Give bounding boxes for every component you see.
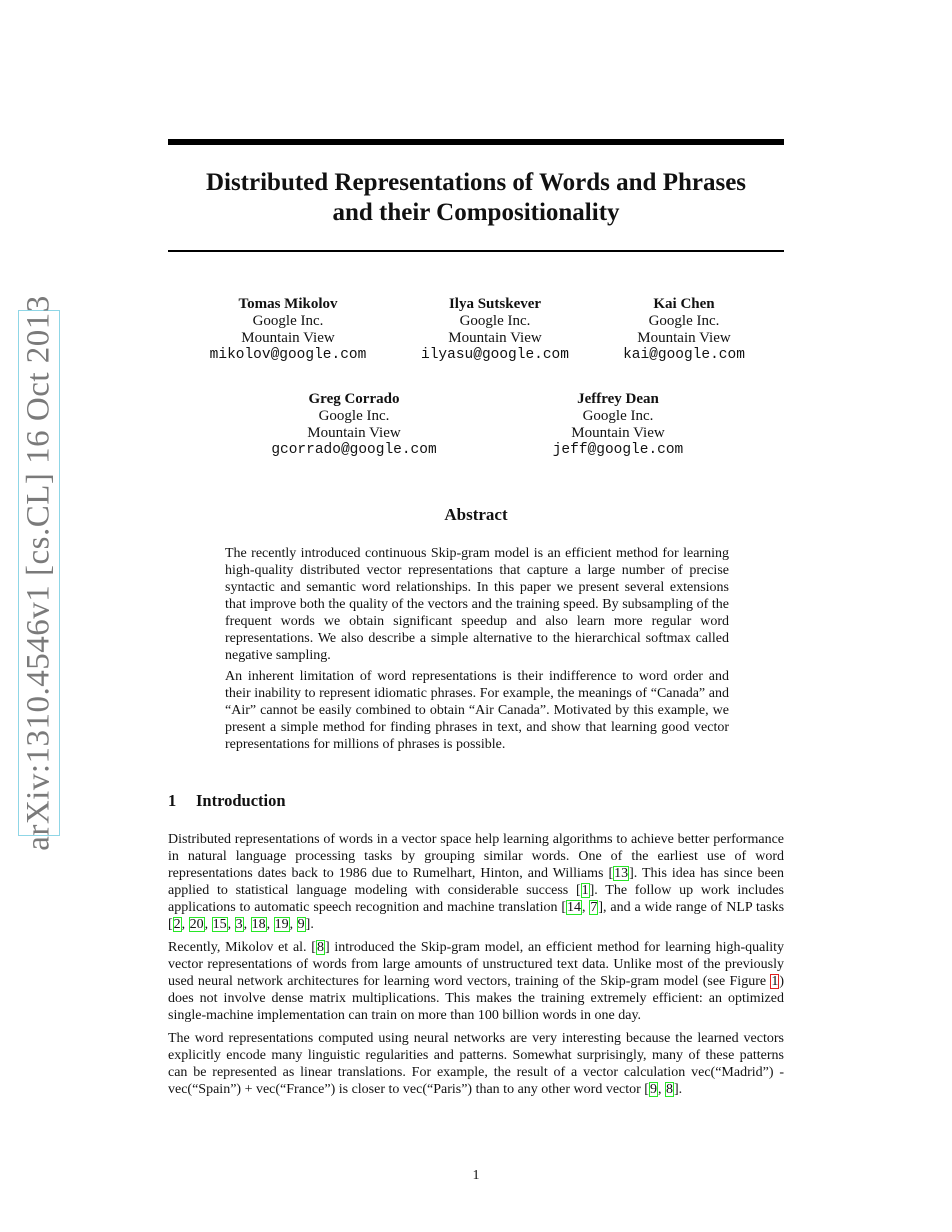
author-name: Kai Chen [653,296,715,312]
text-run: ]. The follow up work includes applications to automatic speech recognition and machine translation [ [168,883,784,915]
section-number: 1 [168,791,177,810]
text-run: ], and a wide range of NLP tasks [ [168,900,785,932]
author-affiliation: Google Inc. [582,408,654,424]
text-run: , [266,917,274,932]
author-affiliation: Google Inc. [318,408,390,424]
citation-link[interactable]: 18 [251,917,266,932]
author-email[interactable]: ilyasu@google.com [421,347,569,363]
author-block [385,296,605,364]
author-location: Mountain View [241,330,335,346]
title-line-1: Distributed Representations of Words and Phrases [205,169,747,196]
text-run: Distributed representations of words in a vector space help learning algorithms to achieve better performance in natural language processing tasks by grouping similar words. One of the earliest use of word representations dates back to 1986 due to Rumelhart, Hinton, and Williams [ [168,832,784,881]
paragraph [168,939,784,1024]
text-run: , [227,917,235,932]
author-affiliation: Google Inc. [648,313,720,329]
section-title: Introduction [196,791,286,810]
page-number: 1 [472,1168,480,1183]
citation-link[interactable]: 1 [581,883,589,898]
citation-link[interactable]: 8 [316,940,324,955]
author-block [178,296,398,364]
abstract-heading: Abstract [444,505,508,524]
author-location: Mountain View [637,330,731,346]
text-run: , [582,900,590,915]
author-block [574,296,794,364]
text-run: ]. [673,1082,683,1097]
author-block [508,391,728,459]
arxiv-stamp[interactable] [18,295,60,851]
text-run: , [243,917,251,932]
citation-link[interactable]: 3 [235,917,243,932]
paper-title [168,168,784,228]
citation-link[interactable]: 20 [189,917,204,932]
text-run: ] introduced the Skip-gram model, an efficient method for learning high-quality vector representations of words from large amounts of unstructured text data. Unlike most of the previously used neural network architectures for learning word vectors, training of the Skip-gram model (see Figure [168,940,784,989]
citation-link[interactable]: 14 [567,900,581,915]
author-name: Ilya Sutskever [448,296,542,312]
abstract-paragraph: The recently introduced continuous Skip-gram model is an efficient method for learning high-quality distributed vector representations that capture a large number of precise syntactic and semantic word relationships. In this paper we present several extensions that improve both the quality of the vectors and the training speed. By subsampling of the frequent words we obtain significant speedup and also learn more regular word representations. We also describe a simple alternative to the hierarchical softmax called negative sampling. [225,546,729,663]
author-affiliation: Google Inc. [252,313,324,329]
author-email[interactable]: kai@google.com [623,347,745,363]
author-name: Greg Corrado [308,391,400,407]
figure-reference-link[interactable]: 1 [771,974,779,989]
author-location: Mountain View [571,425,665,441]
citation-link[interactable]: 19 [274,917,289,932]
text-run: ]. [305,917,314,932]
text-run: The word representations computed using neural networks are very interesting because the learned vectors explicitly encode many linguistic regularities and patterns. Somewhat surprisingly, many of these patterns can be represented as linear translations. For example, the result of a vector calculation vec(“Madrid”) - vec(“Spain”) + vec(“France”) is closer to vec(“Paris”) than to any other word vector [ [168,1031,784,1097]
citation-link[interactable]: 8 [665,1082,673,1097]
citation-link[interactable]: 7 [590,900,598,915]
paragraph [168,1030,784,1098]
abstract-body [225,545,729,757]
author-name: Tomas Mikolov [238,296,338,312]
author-location: Mountain View [307,425,401,441]
text-run: , [181,917,189,932]
citation-link[interactable]: 15 [212,917,227,932]
author-name: Jeffrey Dean [577,391,659,407]
section-heading [168,791,286,811]
author-block [244,391,464,459]
citation-link[interactable]: 9 [297,917,305,932]
author-email[interactable]: jeff@google.com [552,442,684,458]
title-rule-bottom [168,250,784,252]
title-line-2: and their Compositionality [332,199,620,226]
text-run: ) does not involve dense matrix multiplications. This makes the training extremely efficient: an optimized single-machine implementation can train on more than 100 billion words in one day. [168,974,784,1023]
abstract-paragraph: An inherent limitation of word representations is their indifference to word order and their inability to represent idiomatic phrases. For example, the meanings of “Canada” and “Air” cannot be easily combined to obtain “Air Canada”. Motivated by this example, we present a simple method for finding phrases in text, and show that learning good vector representations for millions of phrases is possible. [225,669,729,752]
paragraph [168,831,784,933]
text-run: , [204,917,212,932]
citation-link[interactable]: 9 [649,1082,657,1097]
author-email[interactable]: mikolov@google.com [209,347,367,363]
author-affiliation: Google Inc. [459,313,531,329]
text-run: Recently, Mikolov et al. [ [168,940,316,955]
introduction-body [168,831,784,1104]
author-location: Mountain View [448,330,542,346]
author-email[interactable]: gcorrado@google.com [271,442,437,458]
arxiv-identifier: arXiv:1310.4546v1 [cs.CL] 16 Oct 2013 [20,295,57,851]
text-run: , [657,1082,665,1097]
citation-link[interactable]: 13 [614,866,629,881]
text-run: ]. This idea has since been applied to statistical language modeling with considerable success [ [168,866,784,898]
title-rule-top [168,139,784,145]
text-run: , [289,917,297,932]
citation-link[interactable]: 2 [173,917,181,932]
